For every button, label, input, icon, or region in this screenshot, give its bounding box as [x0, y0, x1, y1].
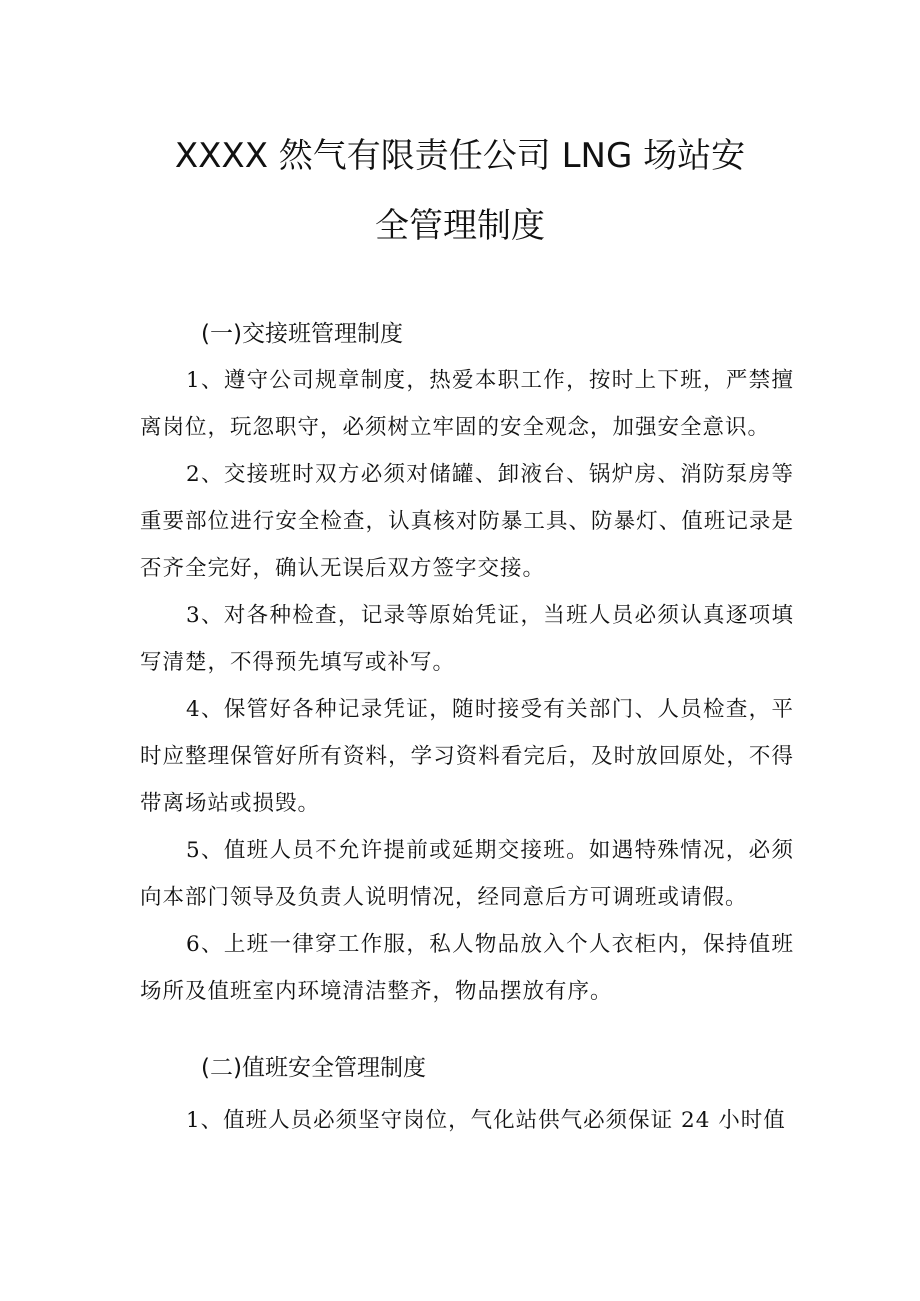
document-title-line-1: XXXX 然气有限责任公司 LNG 场站安	[174, 136, 746, 176]
paragraph-1-6: 6、上班一律穿工作服，私人物品放入个人衣柜内，保持值班场所及值班室内环境清洁整齐，物品摆放有序。	[140, 932, 794, 1004]
paragraph-1-4: 4、保管好各种记录凭证，随时接受有关部门、人员检查，平时应整理保管好所有资料，学习资料看完后，及时放回原处，不得带离场站或损毁。	[140, 697, 794, 816]
paragraph-1-1: 1、遵守公司规章制度，热爱本职工作，按时上下班，严禁擅离岗位，玩忽职守，必须树立牢固的安全观念，加强安全意识。	[140, 368, 794, 440]
paragraph-2-1: 1、值班人员必须坚守岗位，气化站供气必须保证 24 小时值	[186, 1108, 786, 1133]
section-heading-2: (二)值班安全管理制度	[201, 1055, 426, 1081]
paragraph-1-2: 2、交接班时双方必须对储罐、卸液台、锅炉房、消防泵房等重要部位进行安全检查，认真核对防暴工具、防暴灯、值班记录是否齐全完好，确认无误后双方签字交接。	[140, 462, 794, 581]
section-heading-1: (一)交接班管理制度	[201, 321, 403, 347]
paragraph-1-3: 3、对各种检查，记录等原始凭证，当班人员必须认真逐项填写清楚，不得预先填写或补写。	[140, 603, 794, 675]
document-title-line-2: 全管理制度	[375, 206, 545, 246]
paragraph-1-5: 5、值班人员不允许提前或延期交接班。如遇特殊情况，必须向本部门领导及负责人说明情况，经同意后方可调班或请假。	[140, 838, 794, 910]
